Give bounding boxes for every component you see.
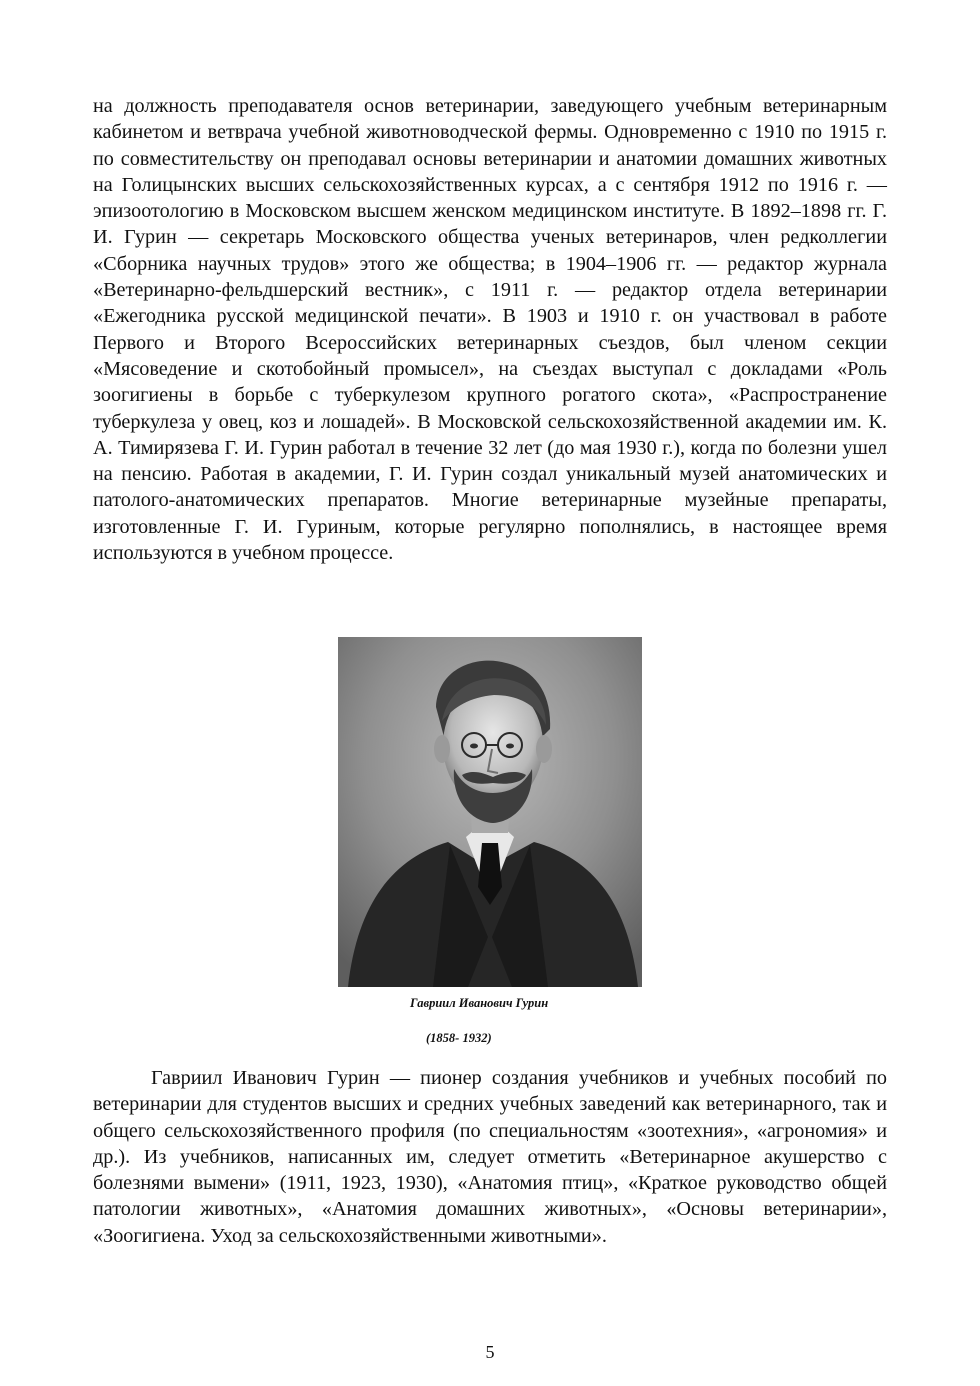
- portrait-photo: [338, 637, 642, 987]
- body-paragraph-top: на должность преподавателя основ ветеринарии, заведующего учебным ветеринарным кабинетом и ветврача учебной животноводческой фермы. Одновременно с 1910 по 1915 г. по совместительству он преподавал основы ветеринарии и анатомии домашних животных на Голицынских высших сельскохозяйственных курсах, а с сентября 1912 по 1916 г. — эпизоотологию в Московском высшем женском медицинском институте. В 1892–1898 гг. Г. И. Гурин — секретарь Московского общества ученых ветеринаров, член редколлегии «Сборника научных трудов» этого же общества; в 1904–1906 гг. — редактор журнала «Ветеринарно-фельдшерский вестник», с 1911 г. — редактор отдела ветеринарии «Ежегодника русской медицинской печати». В 1903 и 1910 г. он участвовал в работе Первого и Второго Всероссийских ветеринарных съездов, был членом секции «Мясоведение и скотобойный промысел», на съездах выступал с докладами «Роль зоогигиены в борьбе с туберкулезом крупного рогатого скота», «Распространение туберкулеза у овец, коз и лошадей». В Московской сельскохозяйственной академии им. К. А. Тимирязева Г. И. Гурин работал в течение 32 лет (до мая 1930 г.), когда по болезни ушел на пенсию. Работая в академии, Г. И. Гурин создал уникальный музей анатомических и патолого-анатомических препаратов. Многие ветеринарные музейные препараты, изготовленные Г. И. Гуриным, которые регулярно пополнялись, в настоящее время используются в учебном процессе.: [93, 95, 887, 565]
- photo-caption-years: (1858- 1932): [426, 1031, 492, 1045]
- page-number: 5: [485, 1342, 495, 1362]
- photo-caption-name: Гавриил Иванович Гурин: [410, 996, 549, 1010]
- body-paragraph-bottom: Гавриил Иванович Гурин — пионер создания учебников и учебных пособий по ветеринарии для студентов высших и средних учебных заведений как ветеринарного, так и общего сельскохозяйственного профиля (по специальностям «зоотехния», «агрономия» и др.). Из учебников, написанных им, следует отметить «Ветеринарное акушерство с болезнями вымени» (1911, 1923, 1930), «Анатомия птиц», «Краткое руководство общей патологии животных», «Анатомия домашних животных», «Основы ветеринарии», «Зоогигиена. Уход за сельскохозяйственными животными».: [93, 1067, 887, 1247]
